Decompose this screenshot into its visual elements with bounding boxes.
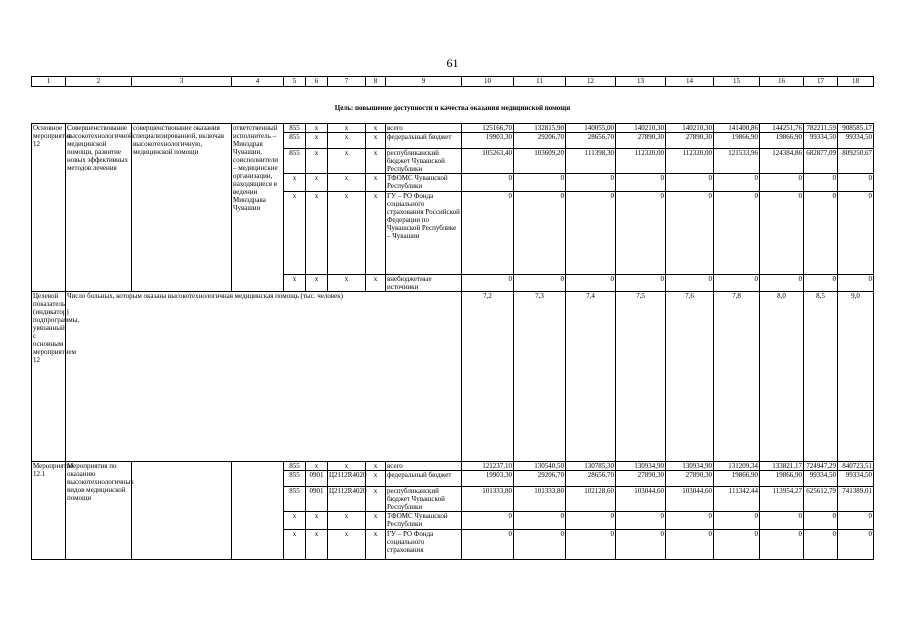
column-number: 4 xyxy=(232,77,284,87)
indicator-value: 9,0 xyxy=(838,292,874,462)
amount-cell: 0 xyxy=(666,275,714,292)
amount-cell: 0 xyxy=(714,192,760,275)
grbs-code: 855 xyxy=(284,149,306,174)
activity-title: Мероприятия по оказанию высокотехнологичных видов медицинской помощи xyxy=(66,462,132,560)
expense-type-code: x xyxy=(366,530,386,560)
amount-cell: 112320,00 xyxy=(666,149,714,174)
amount-cell: 0 xyxy=(566,512,616,530)
amount-cell: 130540,50 xyxy=(514,462,566,471)
funding-source: республиканский бюджет Чувашской Республики xyxy=(386,149,462,174)
amount-cell: 0 xyxy=(804,512,838,530)
amount-cell: 103044,60 xyxy=(666,487,714,512)
amount-cell: 0 xyxy=(462,512,514,530)
goal-title: Цель: повышение доступности и качества оказания медицинской помощи xyxy=(32,87,874,124)
amount-cell: 131209,34 xyxy=(714,462,760,471)
amount-cell: 27890,30 xyxy=(666,471,714,487)
amount-cell: 121237,10 xyxy=(462,462,514,471)
section-code: x xyxy=(306,530,328,560)
section-code: 0901 xyxy=(306,471,328,487)
amount-cell: 29206,70 xyxy=(514,471,566,487)
amount-cell: 0 xyxy=(760,530,804,560)
amount-cell: 27890,30 xyxy=(616,133,666,149)
grbs-code: x xyxy=(284,530,306,560)
grbs-code: 855 xyxy=(284,133,306,149)
amount-cell: 19903,30 xyxy=(462,471,514,487)
column-number: 5 xyxy=(284,77,306,87)
amount-cell: 908585,17 xyxy=(838,124,874,133)
amount-cell: 0 xyxy=(566,275,616,292)
activity-responsible xyxy=(232,462,284,560)
activity-responsible: ответственный исполнитель – Минздрав Чувашии, соисполнители – медицинские организации, находящиеся в ведении Минздрава Чувашии xyxy=(232,124,284,292)
expense-type-code: x xyxy=(366,192,386,275)
expense-type-code: x xyxy=(366,133,386,149)
amount-cell: 0 xyxy=(714,512,760,530)
indicator-row xyxy=(32,292,874,462)
activity-title: Совершенствование высокотехнологичной медицинской помощи, развитие новых эффективных методов лечения xyxy=(66,124,132,292)
column-number: 14 xyxy=(666,77,714,87)
amount-cell: 724947,29 xyxy=(804,462,838,471)
column-number: 8 xyxy=(366,77,386,87)
amount-cell: 27890,30 xyxy=(666,133,714,149)
amount-cell: 840723,51 xyxy=(838,462,874,471)
funding-source: республиканский бюджет Чувашской Республики xyxy=(386,487,462,512)
funding-source: федеральный бюджет xyxy=(386,133,462,149)
amount-cell: 130785,30 xyxy=(566,462,616,471)
expense-type-code: x xyxy=(366,275,386,292)
target-article-code: x xyxy=(328,530,366,560)
amount-cell: 0 xyxy=(514,275,566,292)
column-number: 11 xyxy=(514,77,566,87)
amount-cell: 0 xyxy=(462,192,514,275)
amount-cell: 0 xyxy=(462,174,514,192)
amount-cell: 125166,70 xyxy=(462,124,514,133)
funding-source: ТФОМС Чувашской Республики xyxy=(386,512,462,530)
section-code: x xyxy=(306,174,328,192)
target-article-code: Ц2112R4020 xyxy=(328,471,366,487)
funding-source: федеральный бюджет xyxy=(386,471,462,487)
section-code: x xyxy=(306,124,328,133)
amount-cell: 0 xyxy=(804,530,838,560)
amount-cell: 19866,90 xyxy=(714,471,760,487)
amount-cell: 124384,86 xyxy=(760,149,804,174)
table-row xyxy=(32,462,874,471)
amount-cell: 0 xyxy=(760,192,804,275)
section-code: x xyxy=(306,275,328,292)
section-code: 0901 xyxy=(306,487,328,512)
activity-code: Основное мероприятие 12 xyxy=(32,124,66,292)
section-code: x xyxy=(306,149,328,174)
target-article-code: x xyxy=(328,275,366,292)
amount-cell: 809250,67 xyxy=(838,149,874,174)
indicator-value: 8,5 xyxy=(804,292,838,462)
target-article-code: x xyxy=(328,192,366,275)
column-number: 18 xyxy=(838,77,874,87)
column-number: 3 xyxy=(132,77,232,87)
amount-cell: 99334,50 xyxy=(804,471,838,487)
target-article-code: x xyxy=(328,174,366,192)
amount-cell: 0 xyxy=(566,192,616,275)
grbs-code: 855 xyxy=(284,124,306,133)
indicator-value: 7,2 xyxy=(462,292,514,462)
target-article-code: x xyxy=(328,512,366,530)
program-table xyxy=(31,76,874,560)
amount-cell: 625612,79 xyxy=(804,487,838,512)
amount-cell: 140210,30 xyxy=(666,124,714,133)
amount-cell: 121533,96 xyxy=(714,149,760,174)
amount-cell: 130934,90 xyxy=(666,462,714,471)
amount-cell: 19903,30 xyxy=(462,133,514,149)
grbs-code: 855 xyxy=(284,462,306,471)
amount-cell: 19866,90 xyxy=(760,133,804,149)
funding-source: ГУ – РО Фонда социального страхования xyxy=(386,530,462,560)
section-code: x xyxy=(306,462,328,471)
amount-cell: 111398,30 xyxy=(566,149,616,174)
amount-cell: 0 xyxy=(838,512,874,530)
amount-cell: 0 xyxy=(616,174,666,192)
target-article-code: x xyxy=(328,133,366,149)
amount-cell: 741389,01 xyxy=(838,487,874,512)
indicator-value: 7,5 xyxy=(616,292,666,462)
column-number: 6 xyxy=(306,77,328,87)
expense-type-code: x xyxy=(366,471,386,487)
indicator-text: Число больных, которым оказана высокотехнологичная медицинская помощь (тыс. человек) xyxy=(66,292,462,462)
column-number: 17 xyxy=(804,77,838,87)
amount-cell: 103609,20 xyxy=(514,149,566,174)
amount-cell: 0 xyxy=(804,174,838,192)
indicator-value: 7,6 xyxy=(666,292,714,462)
grbs-code: 855 xyxy=(284,471,306,487)
section-code: x xyxy=(306,133,328,149)
amount-cell: 782211,59 xyxy=(804,124,838,133)
amount-cell: 0 xyxy=(566,174,616,192)
funding-source: внебюджетные источники xyxy=(386,275,462,292)
amount-cell: 99334,50 xyxy=(838,133,874,149)
expense-type-code: x xyxy=(366,487,386,512)
expense-type-code: x xyxy=(366,462,386,471)
expense-type-code: x xyxy=(366,124,386,133)
amount-cell: 140055,00 xyxy=(566,124,616,133)
amount-cell: 682877,09 xyxy=(804,149,838,174)
amount-cell: 103044,60 xyxy=(616,487,666,512)
activity-goal: совершенствование оказания специализированной, включая высокотехнологичную, медицинской помощи xyxy=(132,124,232,292)
grbs-code: x xyxy=(284,174,306,192)
amount-cell: 99334,50 xyxy=(804,133,838,149)
amount-cell: 28656,70 xyxy=(566,471,616,487)
amount-cell: 101333,80 xyxy=(462,487,514,512)
amount-cell: 0 xyxy=(714,275,760,292)
activity-goal xyxy=(132,462,232,560)
indicator-value: 7,8 xyxy=(714,292,760,462)
amount-cell: 0 xyxy=(666,530,714,560)
goal-row xyxy=(32,87,874,124)
amount-cell: 140210,30 xyxy=(616,124,666,133)
column-number-row xyxy=(32,77,874,87)
amount-cell: 0 xyxy=(462,275,514,292)
amount-cell: 29206,70 xyxy=(514,133,566,149)
page-number: 61 xyxy=(446,56,459,70)
target-article-code: x xyxy=(328,462,366,471)
amount-cell: 0 xyxy=(760,512,804,530)
amount-cell: 0 xyxy=(714,530,760,560)
grbs-code: x xyxy=(284,512,306,530)
amount-cell: 144251,76 xyxy=(760,124,804,133)
indicator-value: 7,3 xyxy=(514,292,566,462)
amount-cell: 0 xyxy=(566,530,616,560)
amount-cell: 112320,00 xyxy=(616,149,666,174)
target-article-code: Ц2112R4020 xyxy=(328,487,366,512)
amount-cell: 0 xyxy=(666,192,714,275)
column-number: 12 xyxy=(566,77,616,87)
amount-cell: 0 xyxy=(760,275,804,292)
column-number: 10 xyxy=(462,77,514,87)
column-number: 16 xyxy=(760,77,804,87)
column-number: 9 xyxy=(386,77,462,87)
amount-cell: 0 xyxy=(666,174,714,192)
amount-cell: 0 xyxy=(838,192,874,275)
indicator-label: Целевой показатель (индикатор) подпрограммы, увязанный с основным мероприятием 12 xyxy=(32,292,66,462)
grbs-code: x xyxy=(284,275,306,292)
amount-cell: 0 xyxy=(616,275,666,292)
funding-source: ГУ – РО Фонда социального страхования Российской Федерации по Чувашской Республике – Чувашии xyxy=(386,192,462,275)
amount-cell: 0 xyxy=(616,192,666,275)
column-number: 2 xyxy=(66,77,132,87)
amount-cell: 0 xyxy=(838,275,874,292)
amount-cell: 19866,90 xyxy=(760,471,804,487)
column-number: 13 xyxy=(616,77,666,87)
amount-cell: 102128,60 xyxy=(566,487,616,512)
amount-cell: 0 xyxy=(514,174,566,192)
activity-code: Мероприятие 12.1 xyxy=(32,462,66,560)
target-article-code: x xyxy=(328,124,366,133)
amount-cell: 101333,80 xyxy=(514,487,566,512)
expense-type-code: x xyxy=(366,174,386,192)
amount-cell: 19866,90 xyxy=(714,133,760,149)
grbs-code: 855 xyxy=(284,487,306,512)
amount-cell: 0 xyxy=(616,512,666,530)
amount-cell: 99334,50 xyxy=(838,471,874,487)
amount-cell: 0 xyxy=(514,512,566,530)
amount-cell: 0 xyxy=(514,192,566,275)
amount-cell: 27890,30 xyxy=(616,471,666,487)
amount-cell: 130934,90 xyxy=(616,462,666,471)
amount-cell: 0 xyxy=(760,174,804,192)
amount-cell: 105263,40 xyxy=(462,149,514,174)
column-number: 7 xyxy=(328,77,366,87)
amount-cell: 0 xyxy=(838,174,874,192)
amount-cell: 133821,17 xyxy=(760,462,804,471)
amount-cell: 111342,44 xyxy=(714,487,760,512)
grbs-code: x xyxy=(284,192,306,275)
table-row xyxy=(32,124,874,133)
section-code: x xyxy=(306,192,328,275)
amount-cell: 0 xyxy=(838,530,874,560)
amount-cell: 132815,90 xyxy=(514,124,566,133)
amount-cell: 0 xyxy=(804,192,838,275)
amount-cell: 0 xyxy=(462,530,514,560)
amount-cell: 28656,70 xyxy=(566,133,616,149)
indicator-value: 7,4 xyxy=(566,292,616,462)
amount-cell: 0 xyxy=(616,530,666,560)
indicator-value: 8,0 xyxy=(760,292,804,462)
amount-cell: 113954,27 xyxy=(760,487,804,512)
expense-type-code: x xyxy=(366,512,386,530)
section-code: x xyxy=(306,512,328,530)
amount-cell: 141400,86 xyxy=(714,124,760,133)
column-number: 1 xyxy=(32,77,66,87)
funding-source: ТФОМС Чувашской Республики xyxy=(386,174,462,192)
funding-source: всего xyxy=(386,124,462,133)
column-number: 15 xyxy=(714,77,760,87)
amount-cell: 0 xyxy=(714,174,760,192)
funding-source: всего xyxy=(386,462,462,471)
expense-type-code: x xyxy=(366,149,386,174)
amount-cell: 0 xyxy=(514,530,566,560)
target-article-code: x xyxy=(328,149,366,174)
amount-cell: 0 xyxy=(666,512,714,530)
amount-cell: 0 xyxy=(804,275,838,292)
